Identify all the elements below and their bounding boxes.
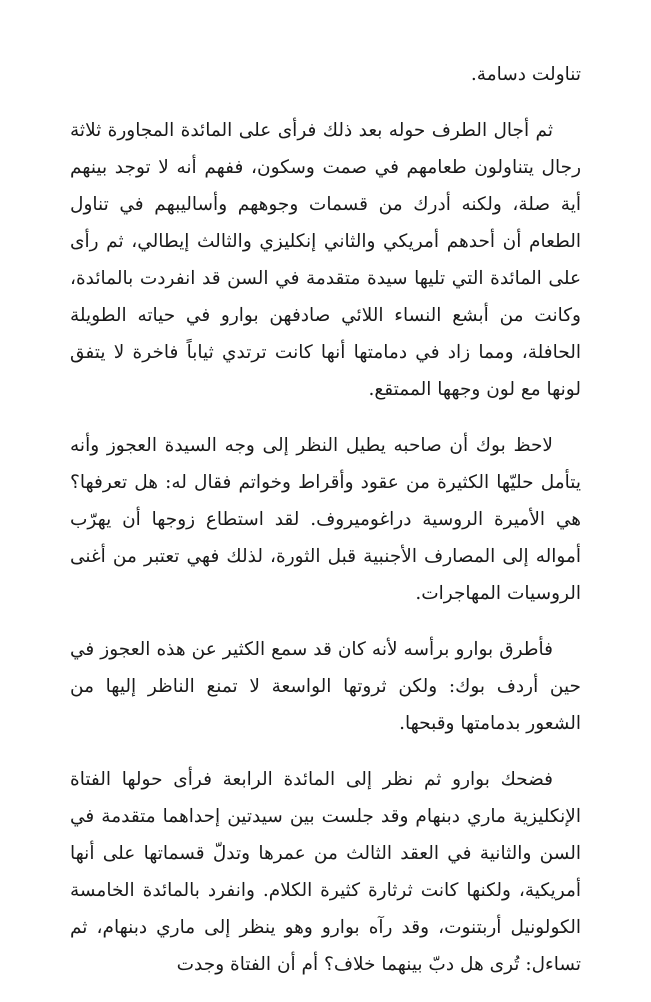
- paragraph-2: ثم أجال الطرف حوله بعد ذلك فرأى على المائدة المجاورة ثلاثة رجال يتناولون طعامهم في صمت وسكون، ففهم أنه لا توجد بينهم أية صلة، ولكنه أدرك من قسمات وجوههم وأساليبهم في تناول الطعام أن أحدهم أمريكي والثاني إنكليزي والثالث إيطالي، ثم رأى على المائدة التي تليها سيدة متقدمة في السن قد انفردت بالمائدة، وكانت من أبشع النساء اللائي صادفهن بوارو في حياته الطويلة الحافلة، ومما زاد في دمامتها أنها كانت ترتدي ثياباً فاخرة لا يتفق لونها مع لون وجهها الممتقع.: [70, 120, 581, 400]
- paragraph-5: فضحك بوارو ثم نظر إلى المائدة الرابعة فرأى حولها الفتاة الإنكليزية ماري دبنهام وقد جلست بين سيدتين إحداهما متقدمة في السن والثانية في العقد الثالث من عمرها وتدلّ قسماتها على أنها أمريكية، ولكنها كانت ثرثارة كثيرة الكلام. وانفرد بالمائدة الخامسة الكولونيل أربتنوت، وقد رآه بوارو وهو ينظر إلى ماري دبنهام، ثم تساءل: تُرى هل دبّ بينهما خلاف؟ أم أن الفتاة وجدت: [70, 769, 581, 975]
- paragraph-1: تناولت دسامة.: [470, 64, 581, 85]
- paragraph-4: فأطرق بوارو برأسه لأنه كان قد سمع الكثير عن هذه العجوز في حين أردف بوك: ولكن ثروتها الواسعة لا تمنع الناظر إليها من الشعور بدمامتها وقبحها.: [70, 639, 581, 734]
- book-page: [70, 56, 581, 1002]
- paragraph-3: لاحظ بوك أن صاحبه يطيل النظر إلى وجه السيدة العجوز وأنه يتأمل حليّها الكثيرة من عقود وأقراط وخواتم فقال له: هل تعرفها؟ هي الأميرة الروسية دراغوميروف. لقد استطاع زوجها أن يهرّب أمواله إلى المصارف الأجنبية قبل الثورة، لذلك فهي تعتبر من أغنى الروسيات المهاجرات.: [70, 435, 581, 604]
